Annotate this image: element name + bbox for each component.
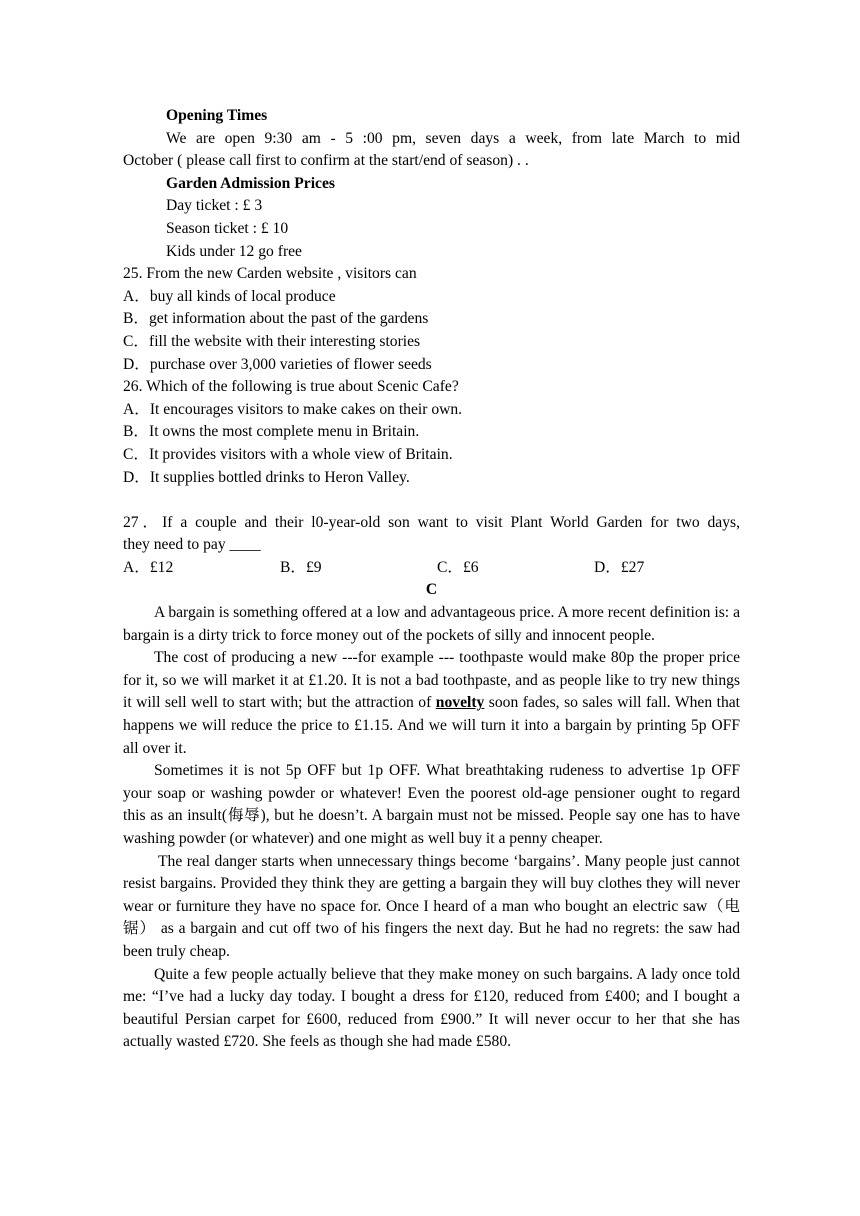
admission-item-day: Day ticket : £ 3: [166, 197, 263, 215]
question-26-option-c: C．It provides visitors with a whole view of Britain.: [123, 445, 453, 463]
question-27-option-c: C．£6: [437, 558, 479, 576]
keyword-novelty: novelty: [435, 694, 485, 712]
passage-paragraph-3: [123, 760, 740, 850]
document-page: [123, 105, 740, 1054]
admission-item-kids: Kids under 12 go free: [166, 242, 302, 260]
question-26-option-d: D．It supplies bottled drinks to Heron Valley.: [123, 468, 410, 486]
opening-times-text-line1: We are open 9:30 am - 5 :00 pm, seven days a week, from late March to mid: [166, 129, 740, 147]
passage-paragraph-2-text-a: The cost of producing a new ---for example --- toothpaste would make 80p the proper price for it, so we will market it at £1.20. It is not a bad toothpaste, and as people like to try new things it will sell well to start with; but the attraction of: [123, 649, 740, 712]
question-25-option-b: B．get information about the past of the gardens: [123, 310, 429, 328]
question-25-option-a: A．buy all kinds of local produce: [123, 287, 336, 305]
question-27-stem-line1: 27．If a couple and their l0-year-old son want to visit Plant World Garden for two days,: [123, 513, 740, 531]
passage-paragraph-3-text: Sometimes it is not 5p OFF but 1p OFF. What breathtaking rudeness to advertise 1p OFF your soap or washing powder or whatever! Even the poorest old-age pensioner ought to regard this as an insult(侮辱), but he doesn’t. A bargain must not be missed. People say one has to have washing powder (or whatever) and one might as well buy it a penny cheaper.: [123, 762, 740, 847]
opening-times-text-line2: October ( please call first to confirm at the start/end of season) . .: [123, 152, 529, 170]
passage-paragraph-4: [123, 851, 740, 964]
question-25-stem: 25. From the new Carden website , visitors can: [123, 265, 417, 283]
question-27-stem-line2: they need to pay ____: [123, 536, 261, 554]
question-26-option-b: B．It owns the most complete menu in Britain.: [123, 423, 420, 441]
passage-paragraph-1-text: A bargain is something offered at a low and advantageous price. A more recent definition is: a bargain is a dirty trick to force money out of the pockets of silly and innocent people.: [123, 604, 740, 644]
opening-times-heading: Opening Times: [166, 107, 268, 124]
passage-paragraph-1: [123, 602, 740, 647]
passage-paragraph-5-text: Quite a few people actually believe that they make money on such bargains. A lady once told me: “I’ve had a lucky day today. I bought a dress for £120, reduced from £400; and I bought a beautiful Persian carpet for £600, reduced from £900.” It will never occur to her that she has actually wasted £720. She feels as though she had made £580.: [123, 965, 740, 1051]
admission-prices-heading: Garden Admission Prices: [166, 174, 335, 192]
question-27-option-b: B．£9: [280, 558, 322, 576]
passage-paragraph-5: [123, 964, 740, 1054]
admission-item-season: Season ticket : £ 10: [166, 219, 289, 237]
question-27-option-d: D．£27: [594, 558, 645, 576]
question-25-option-d: D．purchase over 3,000 varieties of flower seeds: [123, 355, 432, 373]
question-26-stem: 26. Which of the following is true about Scenic Cafe?: [123, 378, 459, 396]
passage-paragraph-2-text-b: soon fades, so sales will fall. When that happens we will reduce the price to £1.15. And we will turn it into a bargain by printing 5p OFF all over it.: [123, 694, 741, 757]
question-27-options: [123, 557, 740, 580]
question-25-option-c: C．fill the website with their interesting stories: [123, 332, 421, 350]
question-26-option-a: A．It encourages visitors to make cakes on their own.: [123, 400, 463, 418]
passage-paragraph-2: [123, 647, 740, 760]
question-27-option-a: A．£12: [123, 558, 174, 576]
passage-paragraph-4-text: The real danger starts when unnecessary things become ‘bargains’. Many people just cannot resist bargains. Provided they think they are getting a bargain they will buy clothes they will never wear or furniture they have no space for. Once I heard of a man who bought an electric saw（电锯） as a bargain and cut off two of his fingers the next day. But he had no regrets: the saw had been truly cheap.: [123, 852, 740, 960]
section-c-heading: C: [425, 581, 438, 599]
